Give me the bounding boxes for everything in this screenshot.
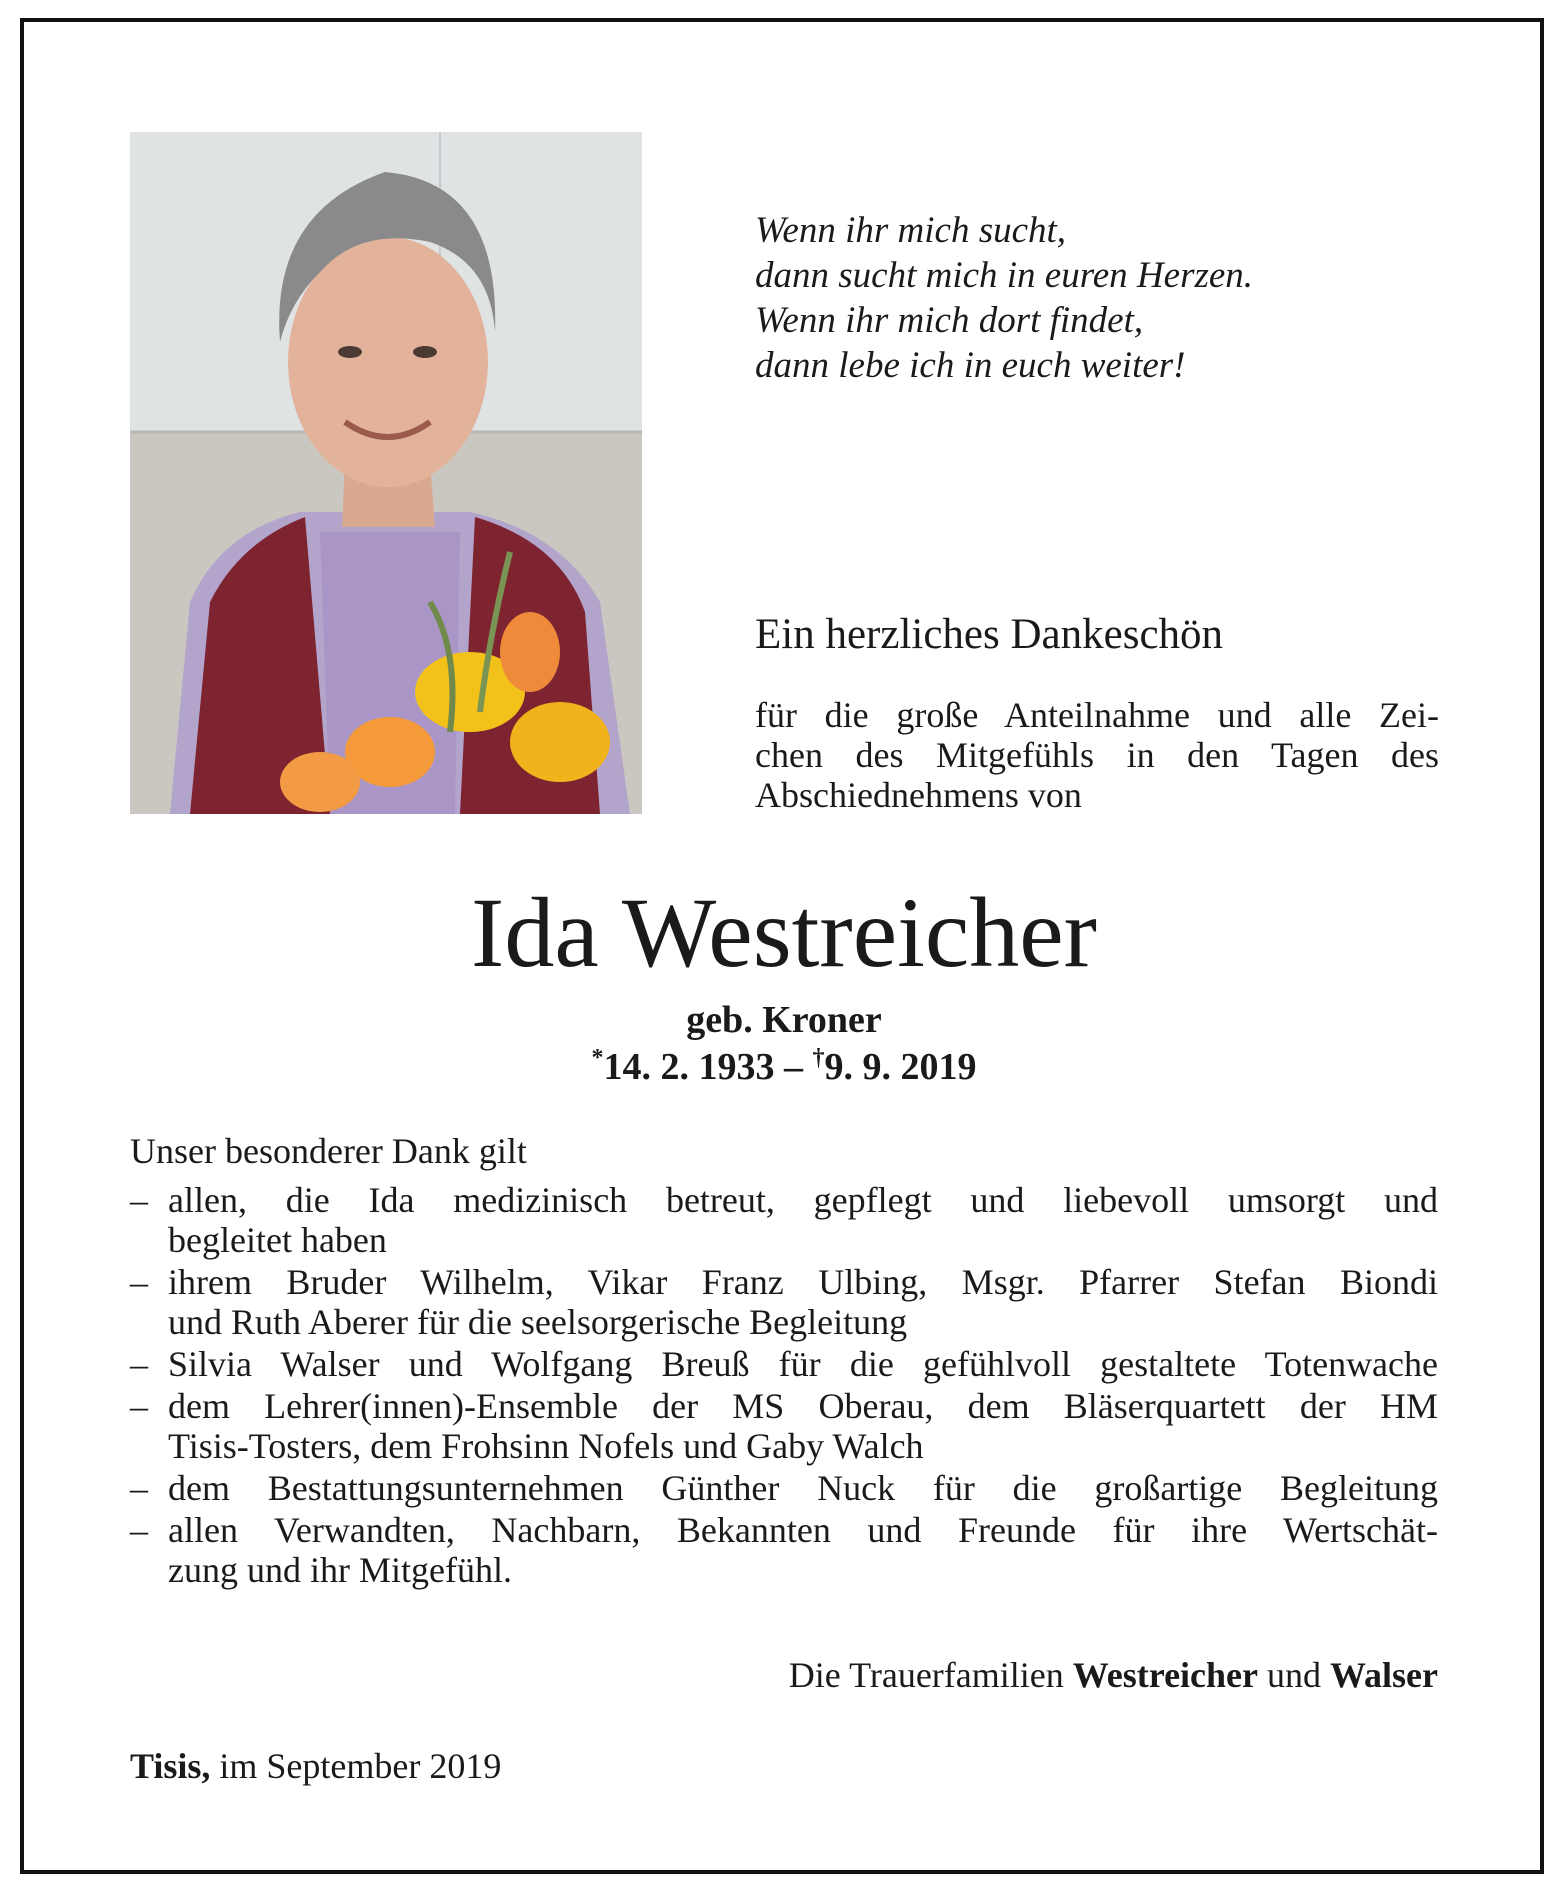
list-item-line: Silvia Walser und Wolfgang Breuß für die gefühlvoll gestaltete Totenwache [168,1344,1438,1384]
family-name-2: Walser [1330,1655,1438,1695]
list-dash: – [130,1344,148,1384]
poem-line: dann sucht mich in euren Herzen. [755,255,1254,296]
list-item-line: ihrem Bruder Wilhelm, Vikar Franz Ulbing, Msgr. Pfarrer Stefan Biondi [168,1262,1438,1302]
death-date: 9. 9. 2019 [824,1046,977,1088]
list-dash: – [130,1262,148,1302]
place-name: Tisis, [130,1746,211,1786]
list-item-line: Tisis-Tosters, dem Frohsinn Nofels und Gaby Walch [168,1426,924,1466]
thanks-line: chen des Mitgefühls in den Tagen des [755,735,1439,775]
list-item [130,1262,1438,1342]
family-name-1: Westreicher [1072,1655,1259,1695]
thanks-text [755,695,1439,815]
deceased-name: Ida Westreicher [471,877,1097,988]
gratitude-list [130,1180,1438,1592]
list-item [130,1386,1438,1466]
list-dash: – [130,1468,148,1508]
life-dates [0,1045,1568,1089]
death-symbol: † [812,1045,825,1071]
list-item [130,1180,1438,1260]
signature-joiner: und [1258,1655,1331,1695]
list-dash: – [130,1386,148,1426]
portrait-photo [130,132,642,814]
list-item-line: dem Bestattungsunternehmen Günther Nuck für die großartige Begleitung [168,1468,1438,1508]
thanks-line: Abschiednehmens von [755,775,1082,815]
family-signature [789,1654,1438,1696]
list-item [130,1510,1438,1590]
birth-date: 14. 2. 1933 [603,1046,775,1088]
thanks-heading: Ein herzliches Dankeschön [755,611,1224,658]
maiden-name: geb. Kroner [686,999,882,1041]
poem-line: Wenn ihr mich dort findet, [755,300,1144,341]
list-item-line: allen Verwandten, Nachbarn, Bekannten und Freunde für ihre Wertschät- [168,1510,1438,1550]
birth-symbol: * [591,1045,604,1071]
list-item-line: allen, die Ida medizinisch betreut, gepflegt und liebevoll umsorgt und [168,1180,1438,1220]
place-date [130,1745,501,1787]
signature-prefix: Die Trauerfamilien [788,1655,1073,1695]
date-text: im September 2019 [210,1746,502,1786]
list-item-line: zung und ihr Mitgefühl. [168,1550,512,1590]
list-item [130,1468,1438,1508]
poem-line: Wenn ihr mich sucht, [755,210,1067,251]
poem [755,208,1253,388]
list-item [130,1344,1438,1384]
list-item-line: begleitet haben [168,1220,387,1260]
list-dash: – [130,1180,148,1220]
list-item-line: und Ruth Aberer für die seelsorgerische Begleitung [168,1302,908,1342]
date-separator: – [774,1046,813,1088]
list-dash: – [130,1510,148,1550]
poem-line: dann lebe ich in euch weiter! [755,345,1186,386]
gratitude-intro: Unser besonderer Dank gilt [130,1131,527,1171]
list-item-line: dem Lehrer(innen)-Ensemble der MS Oberau, dem Bläserquartett der HM [168,1386,1438,1426]
thanks-line: für die große Anteilnahme und alle Zei- [755,695,1439,735]
